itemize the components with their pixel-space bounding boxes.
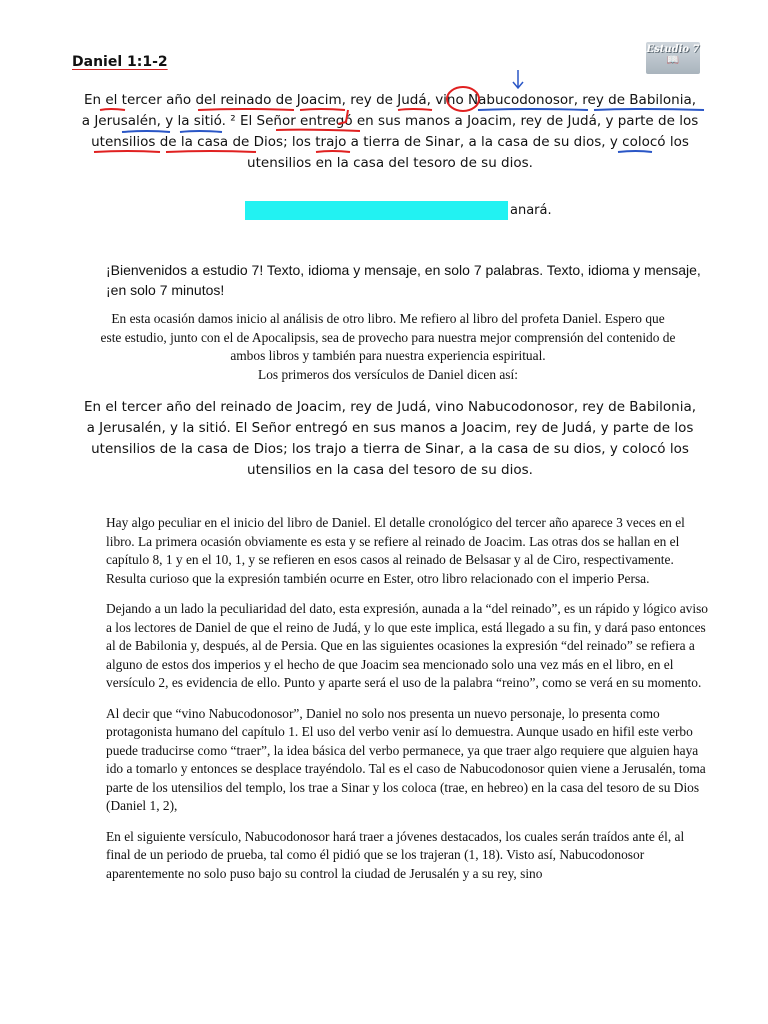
- body-paragraph: Hay algo peculiar en el inicio del libro de Daniel. El detalle cronológico del tercer año aparece 3 veces en el libro. La primera ocasión obviamente es esta y se refiere al reinado de Joacim. Las otras dos se hallan en el capítulo 8, 1 y en el 10, 1, y se refieren en esos casos al reinado de Belsasar y al de Ciro, respectivamente. Resulta curioso que la expresión también ocurre en Ester, otro libro relacionado con el imperio Persa.: [106, 515, 685, 586]
- intro-line: Los primeros dos versículos de Daniel dicen así:: [258, 366, 518, 382]
- verse-line: utensilios de la casa de Dios; los trajo a tierra de Sinar, a la casa de su dios, y colocó los: [91, 441, 689, 457]
- cyan-highlight-redaction: [245, 201, 508, 220]
- annotated-verse: [60, 90, 720, 174]
- verse-line: utensilios de la casa de Dios; los trajo a tierra de Sinar, a la casa de su dios, y colocó los: [91, 134, 689, 150]
- intro-line: ambos libros y también para nuestra experiencia espiritual.: [230, 348, 546, 363]
- quoted-verse: [60, 397, 720, 481]
- intro-line: este estudio, junto con el de Apocalipsis, sea de provecho para nuestra mejor comprensión del contenido de: [100, 329, 676, 345]
- intro-line: En esta ocasión damos inicio al análisis de otro libro. Me refiero al libro del profeta Daniel. Espero que: [111, 311, 665, 326]
- verse-line: utensilios en la casa del tesoro de su dios.: [247, 462, 533, 478]
- badge-label: Estudio 7: [646, 44, 700, 55]
- verse-line: En el tercer año del reinado de Joacim, rey de Judá, vino Nabucodonosor, rey de Babilonia,: [83, 399, 697, 415]
- body-paragraph: Dejando a un lado la peculiaridad del dato, esta expresión, aunada a la “del reinado”, es un rápido y lógico aviso a los lectores de Daniel de que el reino de Judá, y lo que este implica, está llegado a su fin, y dará paso entonces al de Babilonia y, después, al de Persia. Que en las siguientes ocasiones la expresión “del reinado” se refiera a alguno de estos dos imperios y el hecho de que Joacim sea mencionado solo una vez más en el libro, en el versículo 2, es evidencia de ello. Punto y aparte será el uso de la palabra “reino”, como se verá en su momento.: [106, 601, 708, 690]
- welcome-text: ¡Bienvenidos a estudio 7! Texto, idioma y mensaje, en solo 7 palabras. Texto, idioma y mensaje, ¡en solo 7 minutos!: [106, 262, 701, 298]
- study-badge: [646, 42, 700, 74]
- verse-line: a Jerusalén, y la sitió. El Señor entregó en sus manos a Joacim, rey de Judá, y parte de los: [86, 420, 694, 436]
- page-title: Daniel 1:1-2: [72, 54, 168, 70]
- blue-arrow: [513, 70, 523, 88]
- highlight-tail-text: anará.: [510, 203, 552, 218]
- body-paragraph: Al decir que “vino Nabucodonosor”, Daniel no solo nos presenta un nuevo personaje, lo presenta como protagonista humano del capítulo 1. El uso del verbo venir así lo demuestra. Aunque usado en hifil este verbo puede traducirse como “traer”, la idea básica del verbo permanece, ya que traer algo requiere que alguien haya ido a tomarlo y entonces se desplace trayéndolo. Tal es el caso de Nabucodonosor quien viene a Jerusalén, toma parte de los utensilios del templo, los trae a Sinar y los coloca (trae, en hebreo) en la casa del tesoro de su Dios (Daniel 1, 2),: [106, 705, 706, 813]
- body-text: [106, 514, 712, 895]
- intro-paragraph: [70, 310, 706, 384]
- body-paragraph: En el siguiente versículo, Nabucodonosor hará traer a jóvenes destacados, los cuales serán traídos ante él, al final de un periodo de prueba, tal como él pidió que se los trajeran (1, 18). Visto así, Nabucodonosor aparentemente no solo puso bajo su control la ciudad de Jerusalén y a su rey, sino: [106, 828, 685, 881]
- book-icon: 📖: [666, 55, 680, 66]
- verse-line: En el tercer año del reinado de Joacim, rey de Judá, vino Nabucodonosor, rey de Babilonia,: [83, 92, 697, 108]
- verse-line: utensilios en la casa del tesoro de su dios.: [247, 155, 533, 171]
- verse-line: a Jerusalén, y la sitió. ² El Señor entregó en sus manos a Joacim, rey de Judá, y parte de los: [81, 113, 699, 129]
